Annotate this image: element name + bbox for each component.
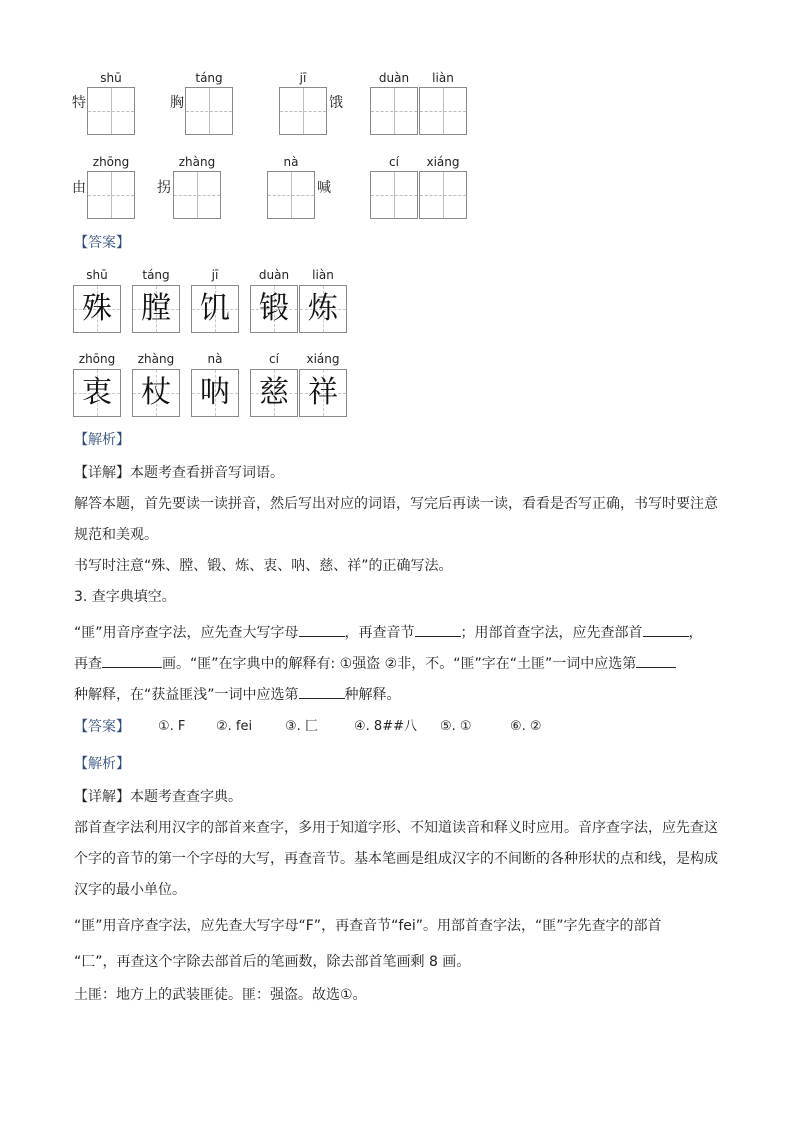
detail-line: 规范和美观。 [74, 527, 158, 543]
fill-blank[interactable] [643, 622, 689, 637]
detail-line: 解答本题，首先要读一读拼音，然后写出对应的词语，写完后再读一读，看看是否写正确，书写时要注意 [74, 496, 718, 512]
pinyin: liàn [432, 71, 454, 85]
detail-line: 【详解】本题考查查字典。 [74, 789, 242, 805]
answer-label: 【答案】 [74, 719, 130, 735]
answer-grid: 殊 [73, 285, 121, 333]
pinyin: zhōng [78, 352, 116, 366]
detail-line: 个字的音节的第一个字母的大写，再查音节。基本笔画是组成汉字的不间断的各种形状的点和线，是构成 [74, 851, 718, 867]
answer-grid: 祥 [299, 369, 347, 417]
writing-grid[interactable] [370, 87, 418, 135]
writing-grid[interactable] [87, 171, 135, 219]
pinyin: cí [389, 155, 399, 169]
pinyin: nà [207, 352, 223, 366]
fill-blank[interactable] [636, 653, 676, 668]
prefix-char: 胸 [170, 95, 184, 111]
pinyin: shū [86, 268, 108, 282]
answer-grid: 膛 [132, 285, 180, 333]
answer-grid: 锻 [250, 285, 298, 333]
analysis-label: 【解析】 [74, 432, 130, 448]
writing-grid[interactable] [370, 171, 418, 219]
fill-blank[interactable] [415, 622, 461, 637]
fill-blank[interactable] [102, 653, 162, 668]
writing-grid[interactable] [419, 171, 467, 219]
answer-grid: 杖 [132, 369, 180, 417]
answer-item: ⑤. ① [440, 719, 472, 734]
answer-grid: 衷 [73, 369, 121, 417]
writing-grid[interactable] [279, 87, 327, 135]
pinyin: xiáng [426, 155, 460, 169]
prefix-char: 特 [72, 95, 86, 111]
pinyin: zhàng [178, 155, 216, 169]
pinyin: jī [211, 268, 219, 282]
writing-grid[interactable] [173, 171, 221, 219]
fill-blank[interactable] [299, 684, 345, 699]
pinyin: jī [299, 71, 307, 85]
detail-line: 土匪：地方上的武装匪徒。匪：强盗。故选①。 [74, 987, 367, 1003]
pinyin: duàn [258, 268, 290, 282]
pinyin: zhōng [92, 155, 130, 169]
answer-item: ④. 8##八 [354, 719, 417, 734]
answer-item: ⑥. ② [510, 719, 542, 734]
suffix-char: 喊 [317, 180, 331, 196]
answer-grid: 炼 [299, 285, 347, 333]
detail-line: 【详解】本题考查看拼音写词语。 [74, 465, 284, 481]
question-title: 3. 查字典填空。 [74, 589, 176, 605]
pinyin: cí [269, 352, 279, 366]
pinyin: xiáng [306, 352, 340, 366]
pinyin: táng [195, 71, 223, 85]
question-line: 种解释，在“获益匪浅”一词中应选第 种解释。 [74, 684, 724, 704]
detail-line: 汉字的最小单位。 [74, 882, 186, 898]
detail-line: 部首查字法利用汉字的部首来查字，多用于知道字形、不知道读音和释义时应用。音序查字法，应先查这 [74, 820, 718, 836]
answer-item: ①. F [158, 719, 186, 734]
prefix-char: 拐 [157, 180, 171, 196]
writing-grid[interactable] [185, 87, 233, 135]
analysis-label: 【解析】 [74, 756, 130, 772]
pinyin: nà [283, 155, 299, 169]
detail-line: 书写时注意“殊、膛、锻、炼、衷、呐、慈、祥”的正确写法。 [74, 558, 453, 574]
detail-line: “匪”用音序查字法，应先查大写字母“F”，再查音节“fei”。用部首查字法，“匪”字先查字的部首 [74, 918, 662, 934]
pinyin: shū [100, 71, 122, 85]
answer-grid: 呐 [191, 369, 239, 417]
suffix-char: 饿 [329, 95, 343, 111]
fill-blank[interactable] [299, 622, 345, 637]
pinyin: zhàng [137, 352, 175, 366]
answer-item: ②. fei [216, 719, 253, 734]
writing-grid[interactable] [267, 171, 315, 219]
prefix-char: 由 [72, 180, 86, 196]
detail-line: “匚”，再查这个字除去部首后的笔画数，除去部首笔画剩 8 画。 [74, 954, 471, 970]
writing-grid[interactable] [87, 87, 135, 135]
pinyin: duàn [378, 71, 410, 85]
answer-grid: 饥 [191, 285, 239, 333]
pinyin: táng [142, 268, 170, 282]
writing-grid[interactable] [419, 87, 467, 135]
question-line: “匪”用音序查字法，应先查大写字母 ，再查音节 ；用部首查字法，应先查部首 ， [74, 622, 724, 642]
question-line: 再查 画。“匪”在字典中的解释有: ①强盗 ②非，不。“匪”字在“土匪”一词中应选第 [74, 653, 724, 673]
answer-item: ③. 匚 [285, 719, 318, 734]
answer-grid: 慈 [250, 369, 298, 417]
answer-label: 【答案】 [74, 235, 130, 251]
pinyin: liàn [312, 268, 334, 282]
